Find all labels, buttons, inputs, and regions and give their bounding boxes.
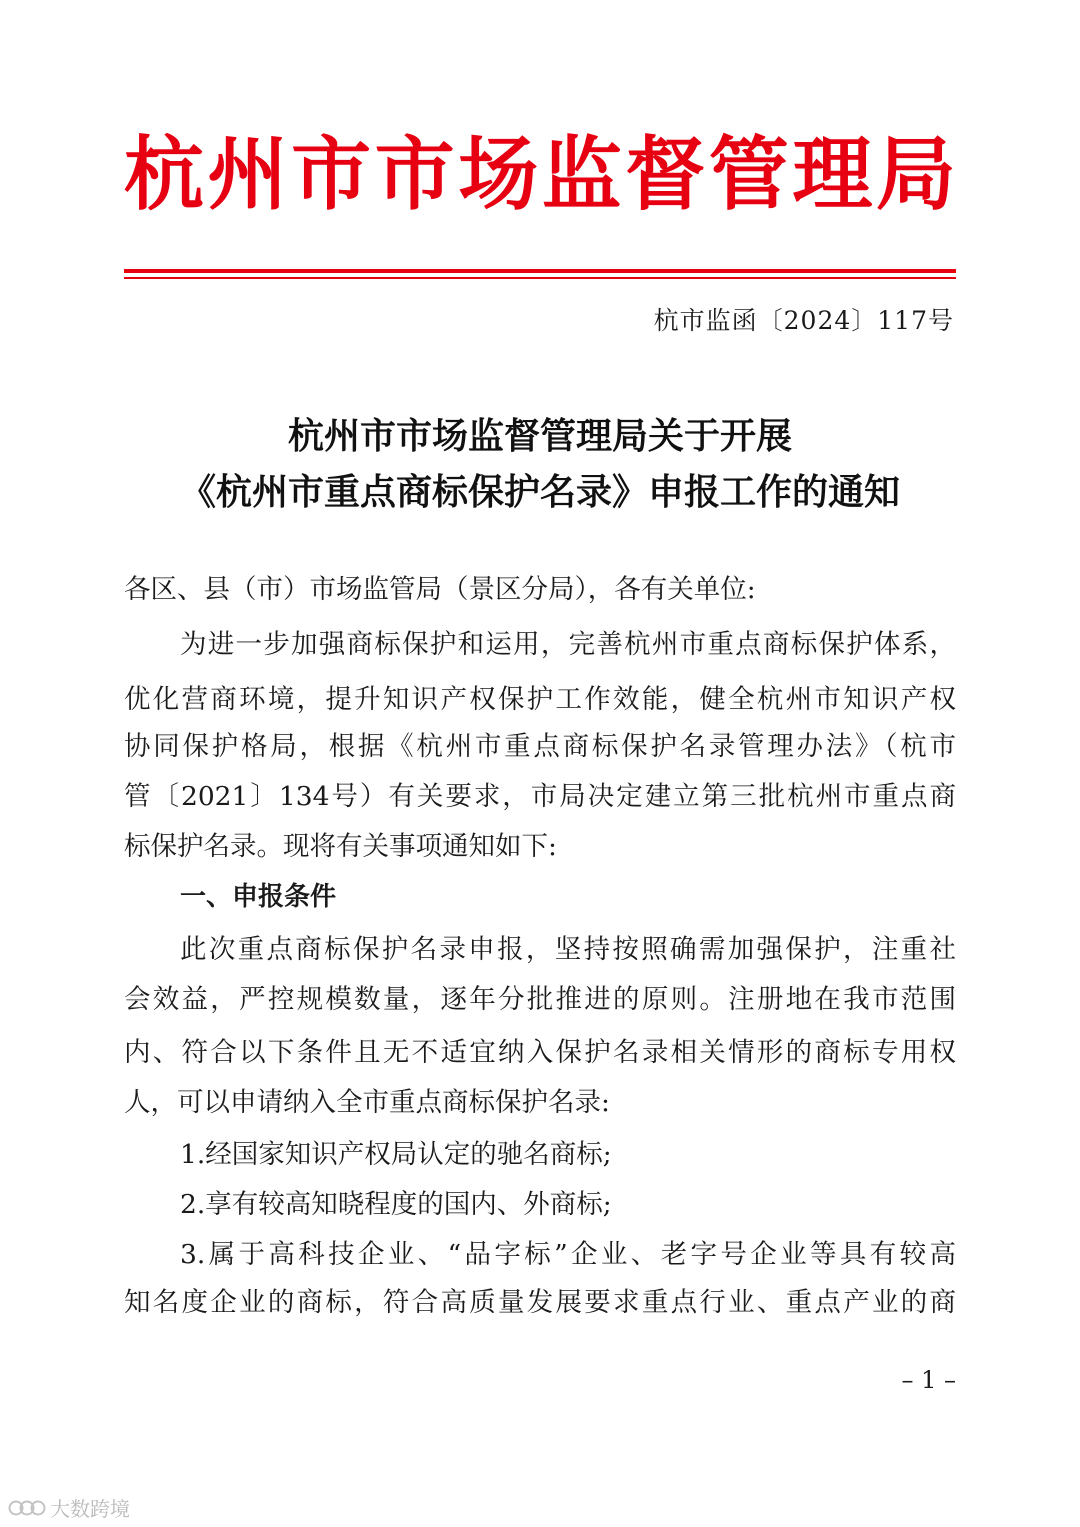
masthead-char: 杭 — [124, 127, 204, 221]
header-rule-thick — [124, 269, 956, 273]
salutation: 各区、县（市）市场监管局（景区分局），各有关单位: — [124, 574, 756, 605]
notice-title-line-1: 杭州市市场监督管理局关于开展 — [287, 416, 792, 457]
paragraph-1-line: 优化营商环境，提升知识产权保护工作效能，健全杭州市知识产权 — [124, 684, 956, 715]
paragraph-2-line: 内、符合以下条件且无不适宜纳入保护名录相关情形的商标专用权 — [124, 1037, 956, 1068]
masthead-char: 局 — [875, 127, 956, 221]
paragraph-2-line: 人，可以申请纳入全市重点商标保护名录: — [124, 1087, 610, 1118]
masthead-char: 市 — [374, 127, 455, 221]
watermark — [8, 1493, 130, 1522]
watermark-text: 大数跨境 — [50, 1497, 130, 1521]
paragraph-1-line: 协同保护格局，根据《杭州市重点商标保护名录管理办法》（杭市 — [124, 731, 956, 762]
paragraph-1-line: 为进一步加强商标保护和运用，完善杭州市重点商标保护体系， — [180, 629, 956, 660]
masthead-title — [124, 128, 956, 220]
paragraph-2-line: 此次重点商标保护名录申报，坚持按照确需加强保护，注重社 — [180, 934, 956, 965]
masthead-char: 场 — [458, 127, 539, 221]
list-item-1: 1.经国家知识产权局认定的驰名商标; — [180, 1139, 612, 1170]
masthead-char: 市 — [291, 127, 372, 221]
paragraph-1-line: 标保护名录。现将有关事项通知如下: — [124, 831, 557, 862]
masthead-char: 理 — [792, 127, 873, 221]
masthead-char: 督 — [625, 127, 706, 221]
masthead-char: 管 — [708, 127, 789, 221]
page-number: – 1 – — [901, 1366, 956, 1394]
paragraph-2-line: 会效益，严控规模数量，逐年分批推进的原则。注册地在我市范围 — [124, 984, 956, 1015]
document-number: 杭市监函〔2024〕117号 — [653, 306, 954, 335]
notice-title-line-2: 《杭州市重点商标保护名录》申报工作的通知 — [179, 472, 900, 513]
watermark-logo-icon — [8, 1498, 46, 1518]
list-item-3-line: 知名度企业的商标，符合高质量发展要求重点行业、重点产业的商 — [124, 1287, 956, 1318]
list-item-3-line: 3.属于高科技企业、“品字标”企业、老字号企业等具有较高 — [180, 1239, 956, 1270]
section-heading: 一、申报条件 — [180, 882, 337, 912]
masthead-char: 州 — [207, 127, 288, 221]
paragraph-1-line: 管〔2021〕134号）有关要求，市局决定建立第三批杭州市重点商 — [124, 781, 956, 812]
masthead-char: 监 — [541, 127, 622, 221]
header-rule-thin — [124, 277, 956, 279]
list-item-2: 2.享有较高知晓程度的国内、外商标; — [180, 1189, 612, 1220]
